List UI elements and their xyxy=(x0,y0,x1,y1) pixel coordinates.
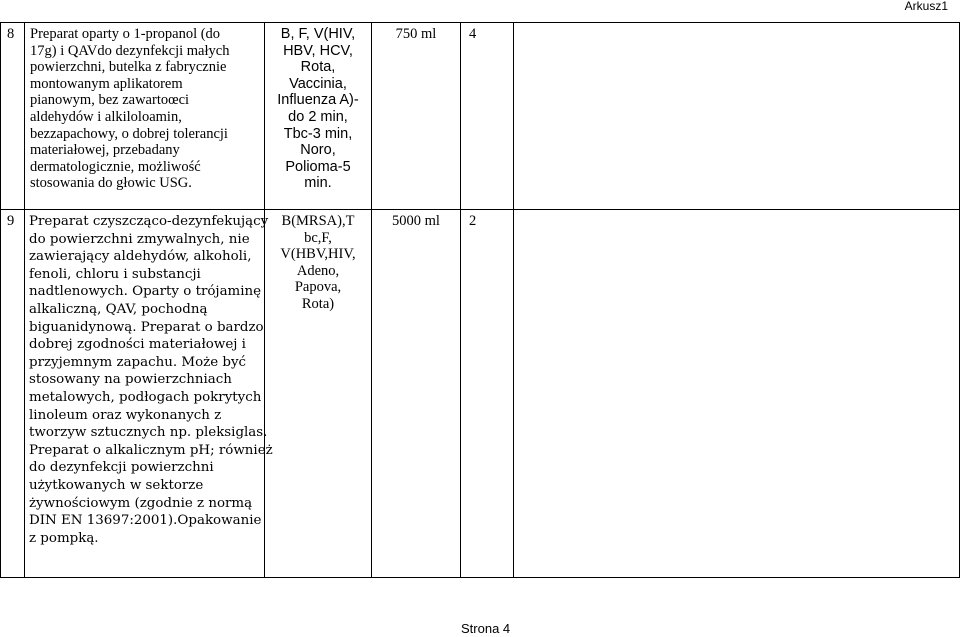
spectrum-line: HBV, HCV, xyxy=(283,42,353,59)
row-number: 8 xyxy=(1,23,25,210)
description-line: zawierający aldehydów, alkoholi, xyxy=(29,249,252,265)
description-line: Preparat czyszcząco-dezynfekujący xyxy=(29,214,269,229)
description-line: stosowany na powierzchniach xyxy=(29,372,232,388)
spectrum-line: Influenza A)- xyxy=(277,92,359,109)
description-line: DIN EN 13697:2001).Opakowanie xyxy=(29,513,262,529)
spectrum-line: Polioma-5 xyxy=(285,158,351,175)
description-line: metalowych, podłogach pokrytych xyxy=(29,389,262,405)
spectrum-line: Papova, xyxy=(294,279,342,296)
description-line: linoleum oraz wykonanych z xyxy=(29,407,222,423)
product-table xyxy=(0,22,960,578)
spectrum-line: B, F, V(HIV, xyxy=(280,26,356,42)
description-line: Preparat o alkalicznym pH; również xyxy=(29,442,273,458)
spectrum-line: Rota, xyxy=(300,59,336,76)
count-cell: 4 xyxy=(461,23,514,210)
description-line: do dezynfekcji powierzchni xyxy=(29,460,214,476)
description-line: fenoli, chloru i substancji xyxy=(29,266,201,282)
description-line: żywnościowym (zgodnie z normą xyxy=(29,495,253,511)
description-line: do powierzchni zmywalnych, nie xyxy=(29,231,250,247)
description-line: Preparat oparty o 1-propanol (do xyxy=(30,26,221,42)
description-line: biguanidynową. Preparat o bardzo xyxy=(29,319,264,335)
description-line: dermatologicznie, możliwość xyxy=(30,158,201,175)
description-line: 17g) i QAVdo dezynfekcji małych xyxy=(30,42,230,59)
description-line: montowanym aplikatorem xyxy=(30,75,183,92)
description-line: materiałowej, przebadany xyxy=(30,142,180,159)
description-line: powierzchni, butelka z fabrycznie xyxy=(30,59,227,76)
spectrum-line: Noro, xyxy=(300,142,336,159)
description-line: użytkowanych w sektorze xyxy=(29,477,204,493)
description-line: stosowania do głowic USG. xyxy=(30,175,192,192)
description-line: pianowym, bez zawartoœci xyxy=(30,92,190,109)
spectrum-line: V(HBV,HIV, xyxy=(280,246,356,263)
spectrum-line: min. xyxy=(304,175,332,192)
spectrum-line: Adeno, xyxy=(296,262,340,279)
spectrum-line: Vaccinia, xyxy=(289,75,347,92)
description-line: aldehydów i alkiloloamin, xyxy=(30,108,182,125)
count-cell: 2 xyxy=(461,210,514,578)
table-row xyxy=(1,23,960,210)
spectrum-line: B(MRSA),T xyxy=(281,213,355,229)
empty-cell xyxy=(514,210,960,578)
row-number: 9 xyxy=(1,210,25,578)
description-line: dobrej zgodności materiałowej i xyxy=(29,337,246,353)
description-line: przyjemnym zapachu. Może być xyxy=(29,354,247,370)
description-cell xyxy=(25,210,273,578)
page-footer: Strona 4 xyxy=(461,621,511,636)
empty-cell xyxy=(514,23,960,210)
quantity-cell: 750 ml xyxy=(372,23,461,210)
description-line: z pompką. xyxy=(29,530,99,546)
spectrum-line: Tbc-3 min, xyxy=(283,125,353,142)
description-line: nadtlenowych. Oparty o trójaminę xyxy=(29,284,262,300)
description-line: bezzapachowy, o dobrej tolerancji xyxy=(30,125,228,142)
quantity-cell: 5000 ml xyxy=(372,210,461,578)
description-line: tworzyw sztucznych np. pleksiglas. xyxy=(29,425,268,441)
description-line: alkaliczną, QAV, pochodną xyxy=(29,301,208,317)
spectrum-line: bc,F, xyxy=(304,229,332,246)
spectrum-cell xyxy=(265,23,372,210)
table-row xyxy=(1,210,960,578)
description-cell xyxy=(25,23,265,210)
spectrum-line: do 2 min, xyxy=(288,108,348,125)
spectrum-line: Rota) xyxy=(301,295,335,312)
spectrum-cell xyxy=(265,210,372,578)
sheet-name: Arkusz1 xyxy=(904,0,948,13)
